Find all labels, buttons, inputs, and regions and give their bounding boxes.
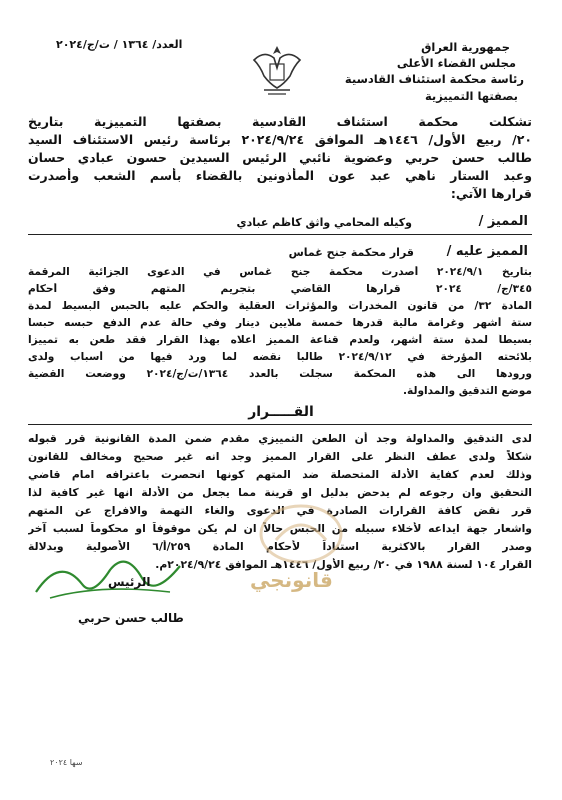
- facts-line-6: بلائحته المؤرخة في ٢٠٢٤/٩/١٢ طالباً نقضه لما ورد فيها من أسباب ولدى: [28, 351, 532, 363]
- decision-line-1: لدى التدقيق والمداولة وجد أن الطعن التمييزي مقدم ضمن المدة القانونية قرر قبوله: [28, 432, 532, 445]
- decision-divider: [28, 424, 532, 425]
- facts-line-2: ٣٤٥/ج/ ٢٠٢٤ قرارها القاضي بتجريم المتهم وفق أحكام: [28, 283, 532, 295]
- facts-line-5: بسيطاً لمدة ستة أشهر، ولعدم قناعة المميز أعلاه بهذا القرار فقد طعن به تمييزاً: [28, 334, 532, 346]
- decision-line-8: القرار ١٠٤ لسنة ١٩٨٨ في ٢٠/ ربيع الأول/ ١٤٤٦هـ الموافق ٢٠٢٤/٩/٢٤م.: [155, 558, 532, 571]
- intro-line-1: تشكلت محكمة استئناف القادسية بصفتها التمييزية بتاريخ: [28, 114, 532, 129]
- intro-line-4: وعبد الستار ناهي عبد عون المأذونين بالقضاء بأسم الشعب وأصدرت: [28, 168, 532, 183]
- header-country: جمهورية العراق: [421, 40, 510, 54]
- signature-name: طالب حسن حربي: [78, 611, 184, 625]
- watermark-logo: [256, 500, 346, 566]
- intro-line-5: قرارها الآتي:: [450, 186, 532, 201]
- watermark-text: قانونجي: [250, 568, 333, 592]
- footer-mark: سها ٢٠٢٤: [50, 758, 83, 767]
- header-court: رئاسة محكمة استئناف القادسية: [344, 72, 524, 86]
- decision-line-6: واشعار جهة ايداعه لأخلاء سبيله من الحبس حالاً ان لم يكن موقوفاً او محكوماً لسبب آخر: [28, 522, 532, 535]
- decision-line-5: قرر نقض كافة القرارات الصادرة في الدعوى والغاء التهمة والافراج عن المتهم: [28, 504, 532, 517]
- facts-line-8: موضع التدقيق والمداولة.: [403, 385, 532, 397]
- appellant-label: المميز /: [478, 214, 528, 229]
- appellee-label: المميز عليه /: [446, 244, 528, 259]
- appellee-value: قرار محكمة جنح غماس: [288, 246, 414, 259]
- facts-line-1: بتاريخ ٢٠٢٤/٩/١ أصدرت محكمة جنح غماس في الدعوى الجزائية المرقمة: [28, 266, 532, 278]
- decision-line-2: شكلاً ولدى عطف النظر على القرار المميز وجد انه غير صحيح ومخالف للقانون: [28, 450, 532, 463]
- signature-title: الرئيس: [108, 575, 151, 589]
- header-capacity: بصفتها التمييزية: [424, 89, 518, 103]
- facts-line-3: المادة ٣٢/ من قانون المخدرات والمؤثرات العقلية والحكم عليه بالحبس البسيط لمدة: [28, 300, 532, 312]
- decision-line-4: التحقيق وان رجوعه لم يدحض بدليل او قرينة مما يجعل من الأدلة انها غير كافية لذا: [28, 486, 532, 499]
- decision-title: القـــــرار: [248, 404, 314, 420]
- divider-line: [28, 234, 532, 235]
- intro-line-3: طالب حسن حربي وعضوية نائبي الرئيس السيدين حسون عبادي حسان: [28, 150, 532, 165]
- decision-line-3: وذلك لعدم كفاية الأدلة المتحصلة ضد المتهم كونها انحصرت باعترافه امام قاضي: [28, 468, 532, 481]
- intro-line-2: ٢٠/ ربيع الأول/ ١٤٤٦هـ الموافق ٢٠٢٤/٩/٢٤ برئاسة رئيس الاستئناف السيد: [28, 132, 532, 147]
- facts-line-4: ستة أشهر وغرامة مالية قدرها خمسة ملايين دينار وفي حالة عدم الدفع حبسه حبساً: [28, 317, 532, 329]
- appellant-value: وكيله المحامي واثق كاظم عبادي: [236, 216, 412, 229]
- iraq-eagle-emblem: [250, 40, 304, 98]
- document-number: العدد/ ١٣٦٤ / ت/ج/٢٠٢٤: [56, 38, 183, 51]
- facts-line-7: ورودها الى هذه المحكمة سجلت بالعدد ١٣٦٤/ت/ج/٢٠٢٤ ووضعت القضية: [28, 368, 532, 380]
- header-council: مجلس القضاء الأعلى: [396, 56, 516, 70]
- decision-line-7: وصدر القرار بالاكثرية استناداً لأحكام المادة ٢٥٩/أ/٦ الأصولية وبدلالة: [28, 540, 532, 553]
